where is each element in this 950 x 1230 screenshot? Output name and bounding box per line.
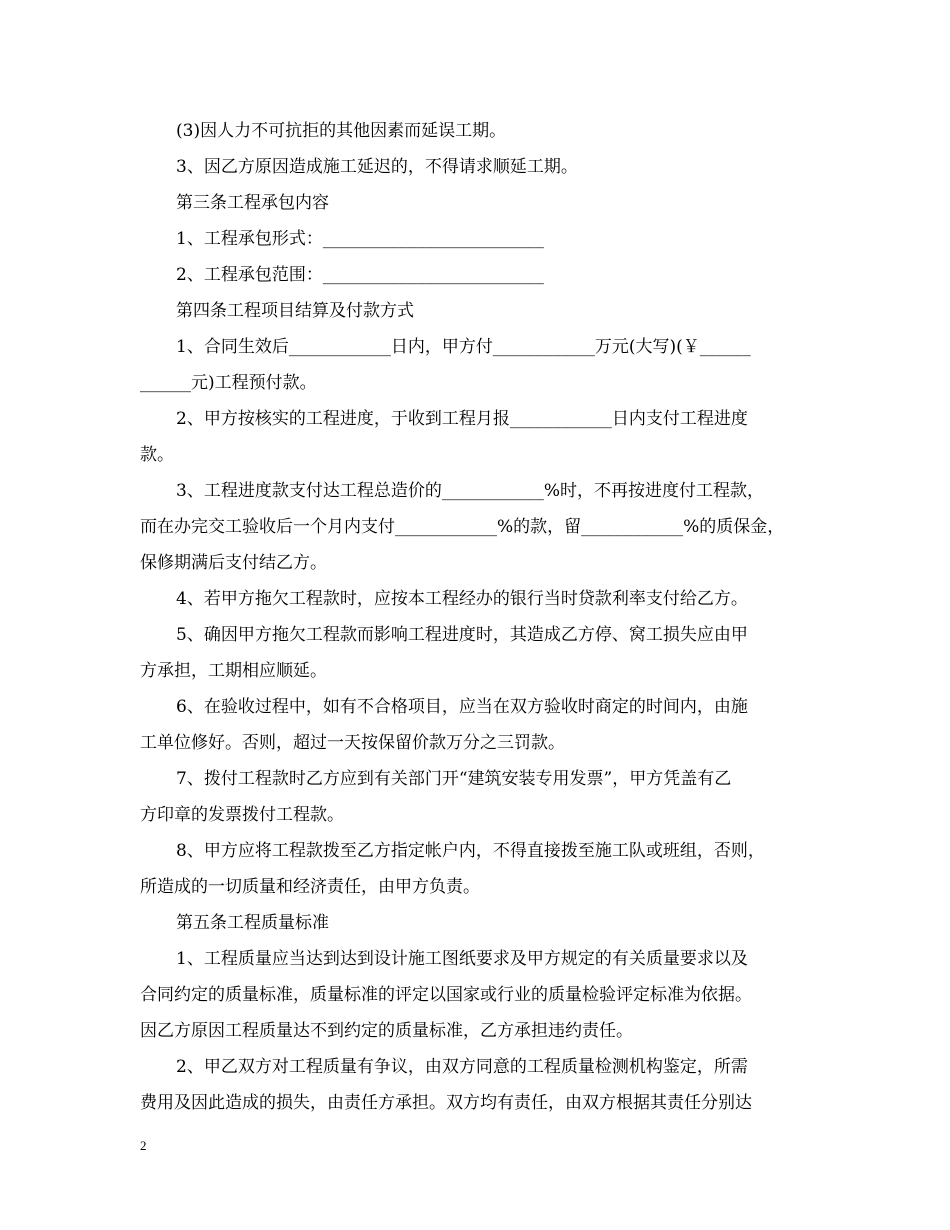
text-line: 4、若甲方拖欠工程款时，应按本工程经办的银行当时贷款利率支付给乙方。 [176,589,748,609]
text-line: 而在办完交工验收后一个月内支付____________%的款，留____________%的质保金， [140,517,785,537]
section-heading: 第三条工程承包内容 [176,193,329,213]
text-line: 6、在验收过程中，如有不合格项目，应当在双方验收时商定的时间内，由施 [176,697,748,717]
page-number: 2 [140,1138,147,1153]
text-line: 费用及因此造成的损失，由责任方承担。双方均有责任，由双方根据其责任分别达 [140,1093,752,1113]
document-body [140,113,820,1121]
section-heading: 第四条工程项目结算及付款方式 [176,301,414,321]
text-line: 方印章的发票拨付工程款。 [140,805,344,825]
text-line: 5、确因甲方拖欠工程款而影响工程进度时，其造成乙方停、窝工损失应由甲 [176,625,748,645]
text-line: 3、因乙方原因造成施工延迟的，不得请求顺延工期。 [176,157,578,177]
text-line: 合同约定的质量标准，质量标准的评定以国家或行业的质量检验评定标准为依据。 [140,985,752,1005]
text-line: 1、工程质量应当达到达到设计施工图纸要求及甲方规定的有关质量要求以及 [176,949,748,969]
text-line: 2、甲乙双方对工程质量有争议，由双方同意的工程质量检测机构鉴定，所需 [176,1057,748,1077]
text-line: 工单位修好。否则，超过一天按保留价款万分之三罚款。 [140,733,565,753]
text-line: ______元)工程预付款。 [140,373,317,393]
text-line: 所造成的一切质量和经济责任，由甲方负责。 [140,877,480,897]
text-line: 1、合同生效后____________日内，甲方付____________万元(大写)(￥______ [176,337,751,357]
section-heading: 第五条工程质量标准 [176,913,329,933]
text-line: 3、工程进度款支付达工程总造价的____________%时，不再按进度付工程款， [176,481,764,501]
text-line: 7、拨付工程款时乙方应到有关部门开“建筑安装专用发票”，甲方凭盖有乙 [176,769,732,789]
text-line: 方承担，工期相应顺延。 [140,661,327,681]
text-line: 款。 [140,445,174,465]
text-line: 8、甲方应将工程款拨至乙方指定帐户内，不得直接拨至施工队或班组，否则， [176,841,765,861]
text-line: 2、工程承包范围：__________________________ [176,265,544,285]
text-line: 因乙方原因工程质量达不到约定的质量标准，乙方承担违约责任。 [140,1021,633,1041]
text-line: 2、甲方按核实的工程进度，于收到工程月报____________日内支付工程进度 [176,409,748,429]
text-line: (3)因人力不可抗拒的其他因素而延误工期。 [176,121,507,141]
text-line: 保修期满后支付结乙方。 [140,553,327,573]
text-line: 1、工程承包形式：__________________________ [176,229,544,249]
